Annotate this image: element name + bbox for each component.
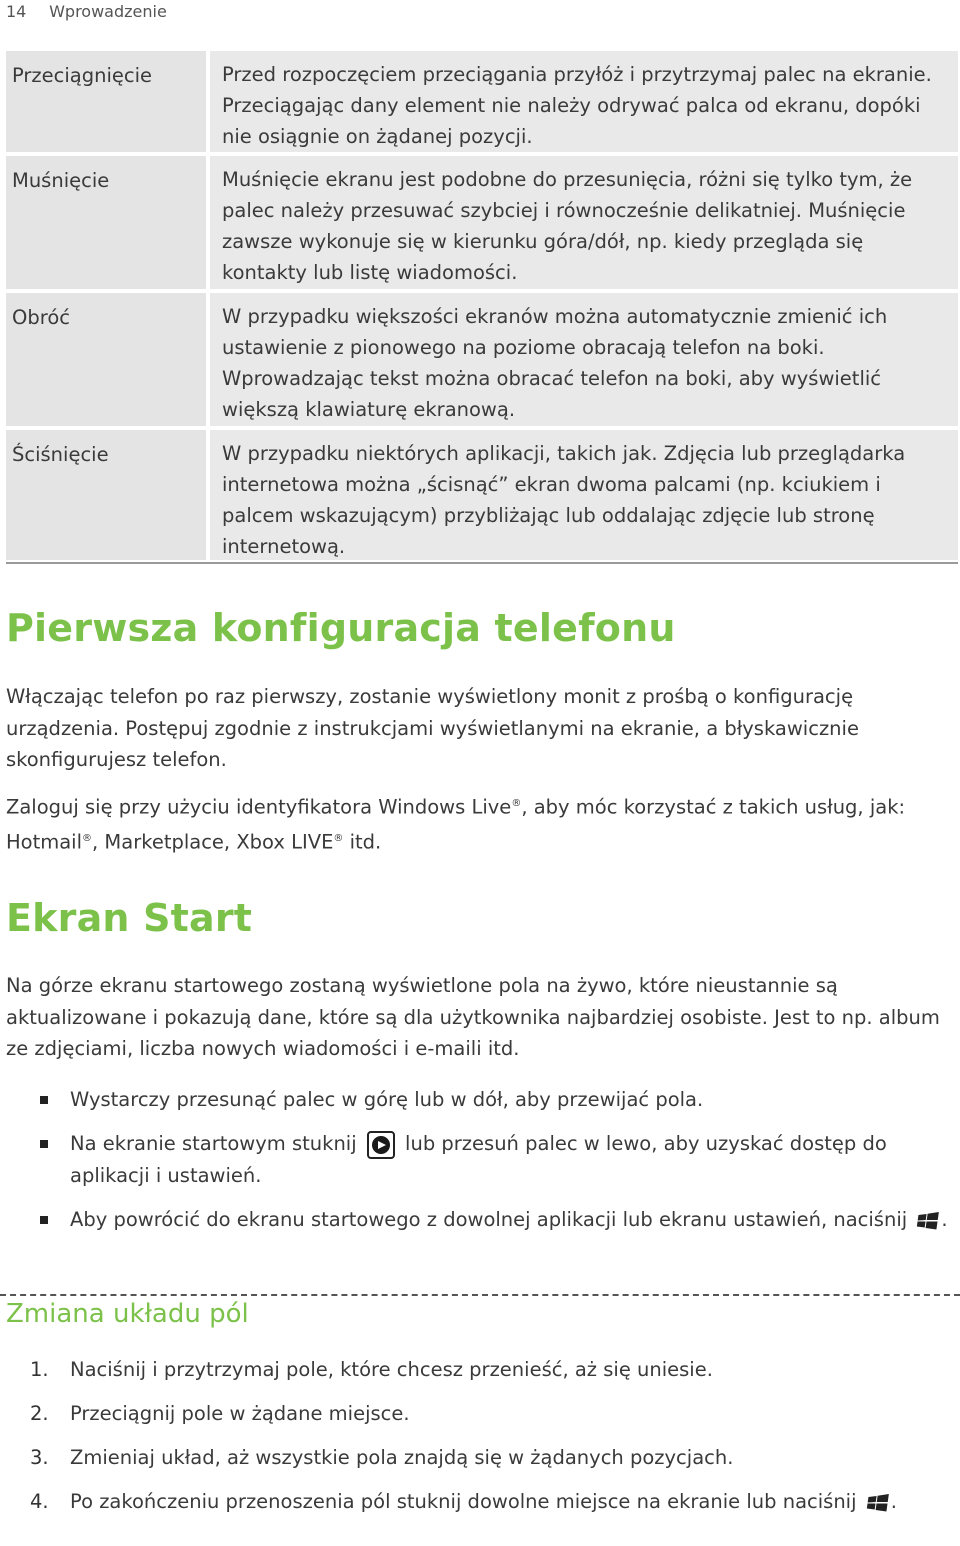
- step-number: 4.: [30, 1490, 49, 1513]
- registered-mark: ®: [511, 798, 522, 809]
- registered-mark: ®: [333, 833, 344, 844]
- table-row: [6, 426, 958, 560]
- gesture-description: Muśnięcie ekranu jest podobne do przesunięcia, różni się tylko tym, że palec należy przesuwać szybciej i równocześnie delikatniej. Muśnięcie zawsze wykonuje się w kierunku góra/dół, np. kiedy przegląda się kontakty lub listę wiadomości.: [210, 156, 958, 289]
- gesture-description: Przed rozpoczęciem przeciągania przyłóż i przytrzymaj palec na ekranie. Przeciągając dany element nie należy odrywać palca od ekranu, dopóki nie osiągnie on żądanej pozycji.: [210, 51, 958, 152]
- start-heading: Ekran Start: [6, 896, 253, 940]
- step-text: Zmieniaj układ, aż wszystkie pola znajdą się w żądanych pozycjach.: [70, 1446, 734, 1469]
- table-bottom-rule: [6, 562, 958, 564]
- step-text: Przeciągnij pole w żądane miejsce.: [70, 1402, 410, 1425]
- setup-paragraph: Włączając telefon po raz pierwszy, zostanie wyświetlony monit z prośbą o konfigurację urządzenia. Postępuj zgodnie z instrukcjami wyświetlanymi na ekranie, a błyskawicznie skonfigurujesz telefon.: [6, 685, 859, 771]
- registered-mark: ®: [82, 833, 93, 844]
- start-paragraph: Na górze ekranu startowego zostaną wyświetlone pola na żywo, które nieustannie są aktualizowane i pokazują dane, które są dla użytkownika najbardziej osobiste. Jest to np. album ze zdjęciami, liczba nowych wiadomości i e-maili itd.: [6, 974, 940, 1060]
- bullet-text-before: Aby powrócić do ekranu startowego z dowolnej aplikacji lub ekranu ustawień, naciśnij: [70, 1208, 908, 1231]
- setup-login-text-4: itd.: [343, 830, 382, 854]
- bullet-text: [70, 1128, 950, 1191]
- step-number: 2.: [30, 1402, 49, 1425]
- bullet-square-icon: [40, 1140, 48, 1148]
- section-divider: [0, 1294, 960, 1296]
- table-row: [6, 51, 958, 152]
- bullet-square-icon: [40, 1216, 48, 1224]
- bullet-text-after: lub przesuń palec w lewo, aby uzyskać dostęp do aplikacji i ustawień.: [70, 1132, 887, 1187]
- step-number: 3.: [30, 1446, 49, 1469]
- gesture-term: Przeciągnięcie: [6, 51, 206, 152]
- bullet-text: [70, 1204, 950, 1236]
- windows-start-icon: [865, 1493, 889, 1513]
- bullet-text: Wystarczy przesunąć palec w górę lub w dół, aby przewijać pola.: [70, 1088, 704, 1111]
- step-text-before: Po zakończeniu przenoszenia pól stuknij dowolne miejsce na ekranie lub naciśnij: [70, 1490, 857, 1513]
- bullet-text-before: Na ekranie startowym stuknij: [70, 1132, 357, 1155]
- gesture-term: Obróć: [6, 293, 206, 426]
- gesture-description: W przypadku niektórych aplikacji, takich jak. Zdjęcia lub przeglądarka internetowa można „ścisnąć” ekran dwoma palcami (np. kciukiem i palcem wskazującym) przybliżając lub oddalając zdjęcie lub stronę internetową.: [210, 430, 958, 560]
- gesture-term: Ściśnięcie: [6, 430, 206, 560]
- windows-start-icon: [915, 1211, 939, 1231]
- step-text-after: .: [890, 1490, 897, 1513]
- step-text: Naciśnij i przytrzymaj pole, które chcesz przenieść, aż się uniesie.: [70, 1358, 713, 1381]
- setup-heading: Pierwsza konfiguracja telefonu: [6, 606, 676, 650]
- gestures-table: [6, 51, 958, 560]
- bullet-text-after: .: [941, 1208, 948, 1231]
- arrow-circle-icon: [367, 1131, 395, 1159]
- setup-login-paragraph: [6, 788, 951, 858]
- bullet-square-icon: [40, 1096, 48, 1104]
- step-number: 1.: [30, 1358, 49, 1381]
- gesture-description: W przypadku większości ekranów można automatycznie zmienić ich ustawienie z pionowego na poziome obracają telefon na boki. Wprowadzając tekst można obracać telefon na boki, aby wyświetlić większą klawiaturę ekranową.: [210, 293, 958, 426]
- setup-login-text-3: , Marketplace, Xbox LIVE: [92, 830, 334, 854]
- table-row: [6, 152, 958, 289]
- step-text: [70, 1486, 950, 1518]
- section-title: Wprowadzenie: [49, 2, 167, 21]
- setup-login-text-1: Zaloguj się przy użyciu identyfikatora Windows Live: [6, 795, 512, 819]
- page-header: [6, 0, 167, 24]
- rearrange-heading: Zmiana układu pól: [6, 1299, 249, 1329]
- gesture-term: Muśnięcie: [6, 156, 206, 289]
- page-number: 14: [6, 2, 27, 21]
- setup-login-text-2: , aby móc korzystać z takich usług, jak: Hotmail: [6, 795, 906, 854]
- table-row: [6, 289, 958, 426]
